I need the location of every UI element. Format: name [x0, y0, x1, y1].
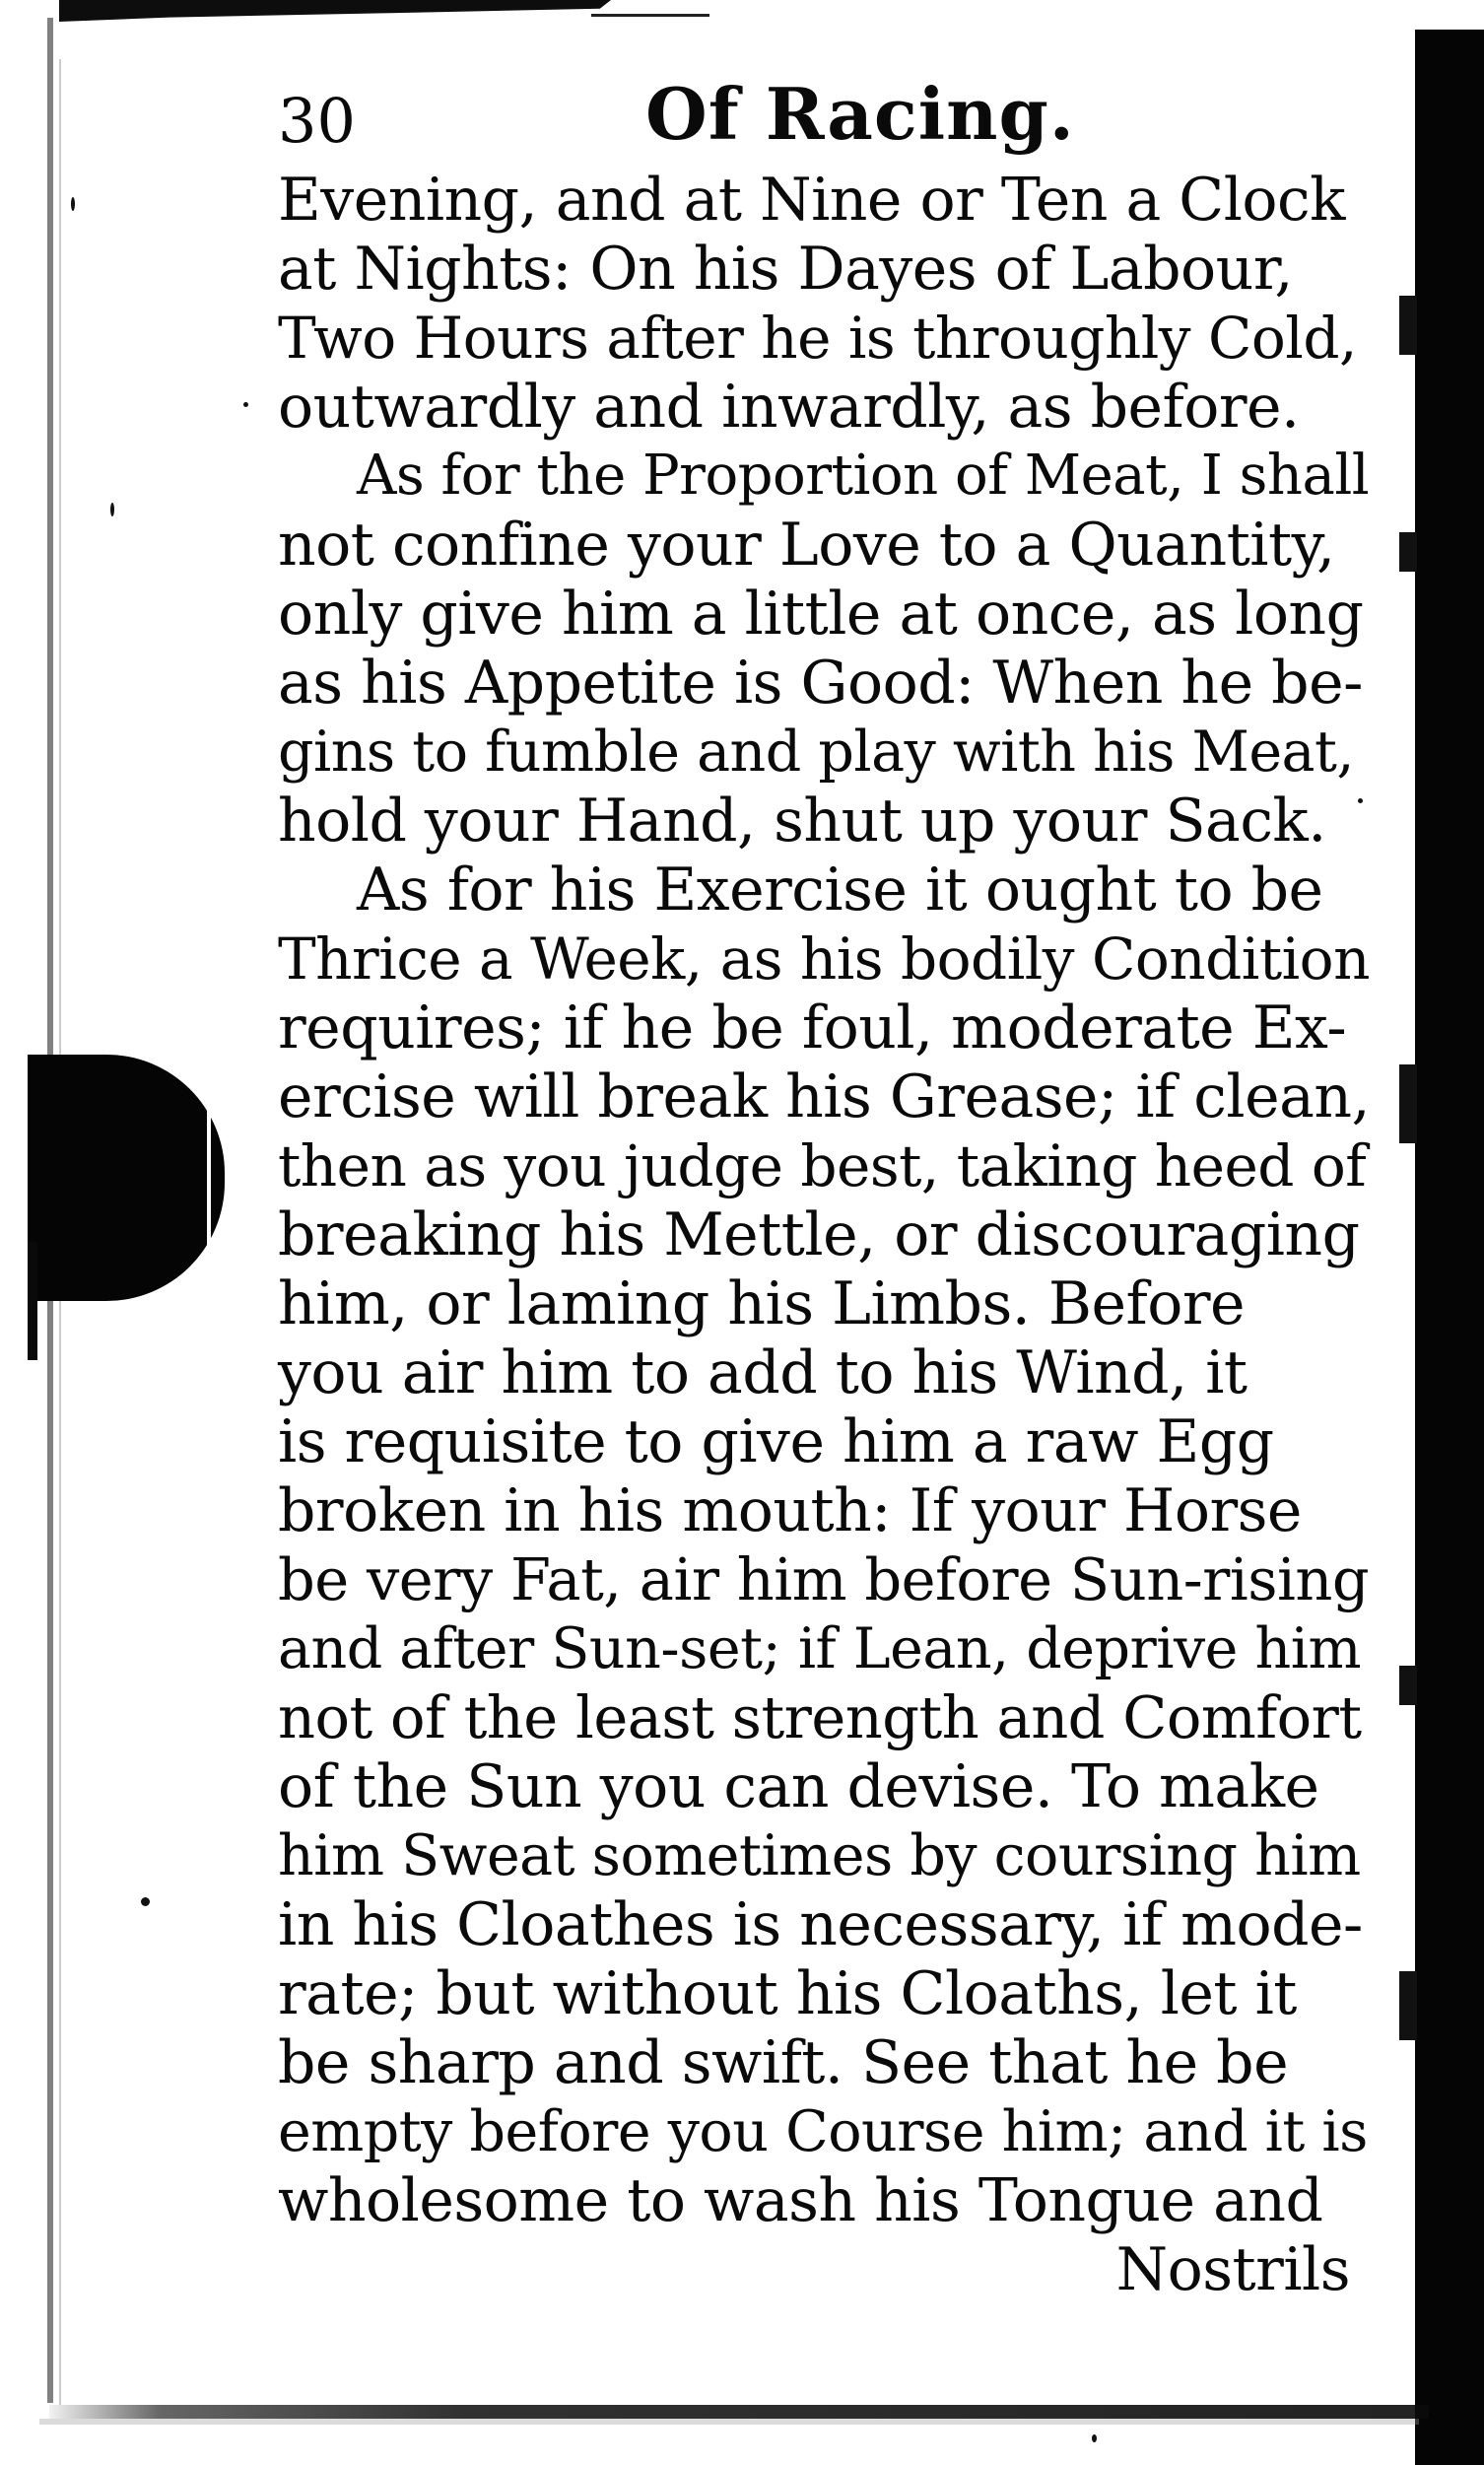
bottom-page-edge	[49, 2405, 1429, 2419]
edge-speck	[1399, 1666, 1417, 1705]
ink-dot	[243, 402, 248, 407]
binding-tab-stem	[28, 1242, 37, 1360]
ink-mark	[71, 197, 75, 211]
page-number: 30	[278, 85, 356, 157]
text-line: at Nights: On his Dayes of Labour,	[278, 235, 1293, 304]
text-line: broken in his mouth: If your Horse	[278, 1476, 1302, 1545]
right-page-edge	[1415, 30, 1484, 2465]
ink-dot	[1092, 2434, 1097, 2442]
binding-tab-mark	[28, 1055, 225, 1301]
ink-dot	[141, 1897, 150, 1906]
body-text	[278, 166, 1371, 2304]
text-line: as his Appetite is Good: When he be-	[278, 649, 1363, 718]
text-line: and after Sun-set; if Lean, deprive him	[278, 1616, 1362, 1681]
edge-speck	[1399, 1064, 1417, 1143]
text-line: requires; if he be foul, moderate Ex-	[278, 993, 1347, 1062]
text-line: be very Fat, air him before Sun-rising	[278, 1545, 1370, 1613]
paragraph-first-line: As for the Proportion of Meat, I shall	[357, 444, 1370, 508]
text-line: breaking his Mettle, or discouraging	[278, 1200, 1360, 1269]
text-line: then as you judge best, taking heed of	[278, 1132, 1367, 1199]
text-line: of the Sun you can devise. To make	[278, 1752, 1319, 1821]
edge-speck	[1399, 296, 1417, 355]
top-page-edge-thin	[591, 14, 709, 17]
bottom-page-shadow	[39, 2419, 1419, 2425]
text-line: only give him a little at once, as long	[278, 580, 1364, 649]
text-line: Evening, and at Nine or Ten a Clock	[278, 166, 1345, 235]
text-line: in his Cloathes is necessary, if mode-	[278, 1890, 1363, 1959]
text-line: you air him to add to his Wind, it	[278, 1338, 1248, 1407]
text-line: hold your Hand, shut up your Sack.	[278, 787, 1326, 856]
catchword: Nostrils	[1115, 2235, 1350, 2304]
paragraph-first-line: As for his Exercise it ought to be	[357, 856, 1323, 924]
text-line: be sharp and swift. See that he be	[278, 2028, 1289, 2097]
text-line: not confine your Love to a Quantity,	[278, 511, 1335, 580]
text-line: outwardly and inwardly, as before.	[278, 373, 1300, 442]
text-line: him Sweat sometimes by coursing him	[278, 1823, 1361, 1888]
edge-speck	[1399, 1971, 1417, 2040]
running-head: Of Racing.	[645, 72, 1075, 156]
text-line: him, or laming his Limbs. Before	[278, 1269, 1246, 1338]
text-line: Thrice a Week, as his bodily Condition	[278, 925, 1370, 993]
text-line: not of the least strength and Comfort	[278, 1683, 1362, 1751]
text-line: empty before you Course him; and it is	[278, 2099, 1368, 2164]
text-line: wholesome to wash his Tongue and	[278, 2166, 1323, 2235]
top-page-edge	[59, 0, 611, 22]
text-line: Two Hours after he is throughly Cold,	[278, 305, 1357, 372]
text-line: ercise will break his Grease; if clean,	[278, 1062, 1371, 1131]
text-line: is requisite to give him a raw Egg	[278, 1407, 1274, 1476]
edge-speck	[1399, 532, 1417, 572]
ink-mark	[110, 503, 114, 516]
text-line: gins to fumble and play with his Meat,	[278, 719, 1355, 785]
text-line: rate; but without his Cloaths, let it	[278, 1959, 1297, 2028]
